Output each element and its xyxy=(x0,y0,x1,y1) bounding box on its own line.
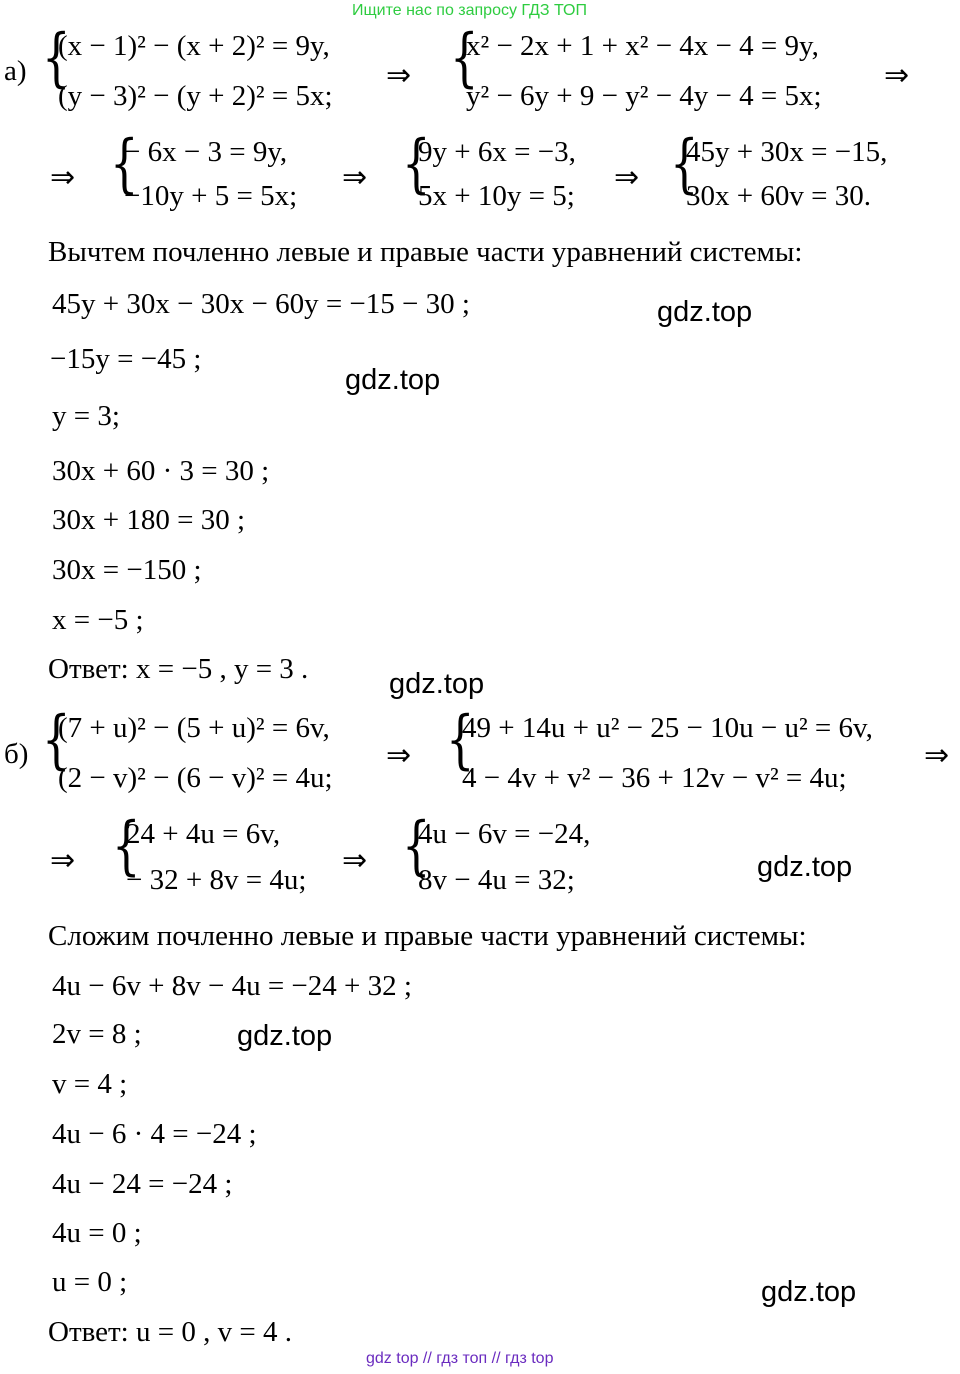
watermark: gdz.top xyxy=(657,296,753,328)
watermark: gdz.top xyxy=(761,1276,857,1308)
a-sys3-line2: −10y + 5 = 5x; xyxy=(124,180,298,212)
brace-a5: { xyxy=(670,127,699,201)
b-step-5: 4u − 24 = −24 ; xyxy=(52,1168,233,1200)
b-sys3-line1: 24 + 4u = 6v, xyxy=(126,818,281,850)
implies-b3: ⇒ xyxy=(50,843,76,878)
b-answer: Ответ: u = 0 , v = 4 . xyxy=(48,1316,292,1348)
part-a-label: а) xyxy=(4,55,27,87)
watermark: gdz.top xyxy=(757,851,853,883)
brace-b1: { xyxy=(42,703,71,777)
implies-a1: ⇒ xyxy=(386,58,412,93)
implies-a5: ⇒ xyxy=(614,160,640,195)
watermark: gdz.top xyxy=(389,668,485,700)
a-sys4-line2: 5x + 10y = 5; xyxy=(418,180,575,212)
b-sys1-line1: (7 + u)² − (5 + u)² = 6v, xyxy=(58,712,330,744)
b-step-1: 4u − 6v + 8v − 4u = −24 + 32 ; xyxy=(52,970,412,1002)
b-sys1-line2: (2 − v)² − (6 − v)² = 4u; xyxy=(58,762,333,794)
part-b-label: б) xyxy=(4,738,29,770)
a-step-7: x = −5 ; xyxy=(52,604,144,636)
brace-a3: { xyxy=(110,127,139,201)
implies-b4: ⇒ xyxy=(342,843,368,878)
a-explanation: Вычтем почленно левые и правые части уравнений системы: xyxy=(48,236,803,268)
a-step-1: 45y + 30x − 30x − 60y = −15 − 30 ; xyxy=(52,288,470,320)
a-sys5-line1: 45y + 30x = −15, xyxy=(686,136,888,168)
a-sys1-line2: (y − 3)² − (y + 2)² = 5x; xyxy=(58,80,333,112)
a-step-2: −15y = −45 ; xyxy=(50,343,202,375)
implies-b2: ⇒ xyxy=(924,738,950,773)
b-step-2: 2v = 8 ; xyxy=(52,1018,142,1050)
b-sys2-line1: 49 + 14u + u² − 25 − 10u − u² = 6v, xyxy=(462,712,873,744)
a-sys5-line2: 30x + 60v = 30. xyxy=(686,180,871,212)
implies-a3: ⇒ xyxy=(50,160,76,195)
watermark: gdz.top xyxy=(237,1020,333,1052)
b-step-4: 4u − 6 · 4 = −24 ; xyxy=(52,1118,257,1150)
brace-b2: { xyxy=(446,703,475,777)
a-sys2-line2: y² − 6y + 9 − y² − 4y − 4 = 5x; xyxy=(466,80,822,112)
a-step-5: 30x + 180 = 30 ; xyxy=(52,504,246,536)
a-sys2-line1: x² − 2x + 1 + x² − 4x − 4 = 9y, xyxy=(466,30,819,62)
a-sys4-line1: 9y + 6x = −3, xyxy=(418,136,576,168)
brace-b4: { xyxy=(402,809,431,883)
b-explanation: Сложим почленно левые и правые части уравнений системы: xyxy=(48,920,807,952)
brace-a1: { xyxy=(42,21,71,95)
implies-a2: ⇒ xyxy=(884,58,910,93)
b-step-3: v = 4 ; xyxy=(52,1068,128,1100)
b-step-7: u = 0 ; xyxy=(52,1266,128,1298)
a-step-3: y = 3; xyxy=(52,400,120,432)
b-sys4-line2: 8v − 4u = 32; xyxy=(418,864,575,896)
b-step-6: 4u = 0 ; xyxy=(52,1217,142,1249)
brace-b3: { xyxy=(112,809,141,883)
watermark: gdz.top xyxy=(345,364,441,396)
a-step-6: 30x = −150 ; xyxy=(52,554,202,586)
top-banner: Ищите нас по запросу ГДЗ ТОП xyxy=(352,2,587,19)
a-sys3-line1: − 6x − 3 = 9y, xyxy=(124,136,288,168)
a-step-4: 30x + 60 · 3 = 30 ; xyxy=(52,455,270,487)
brace-a2: { xyxy=(450,21,479,95)
b-sys3-line2: − 32 + 8v = 4u; xyxy=(126,864,307,896)
brace-a4: { xyxy=(402,127,431,201)
a-sys1-line1: (x − 1)² − (x + 2)² = 9y, xyxy=(58,30,330,62)
a-answer: Ответ: x = −5 , y = 3 . xyxy=(48,653,309,685)
footer-links: gdz top // гдз топ // гдз top xyxy=(366,1350,554,1367)
implies-b1: ⇒ xyxy=(386,738,412,773)
b-sys2-line2: 4 − 4v + v² − 36 + 12v − v² = 4u; xyxy=(462,762,847,794)
implies-a4: ⇒ xyxy=(342,160,368,195)
b-sys4-line1: 4u − 6v = −24, xyxy=(418,818,591,850)
